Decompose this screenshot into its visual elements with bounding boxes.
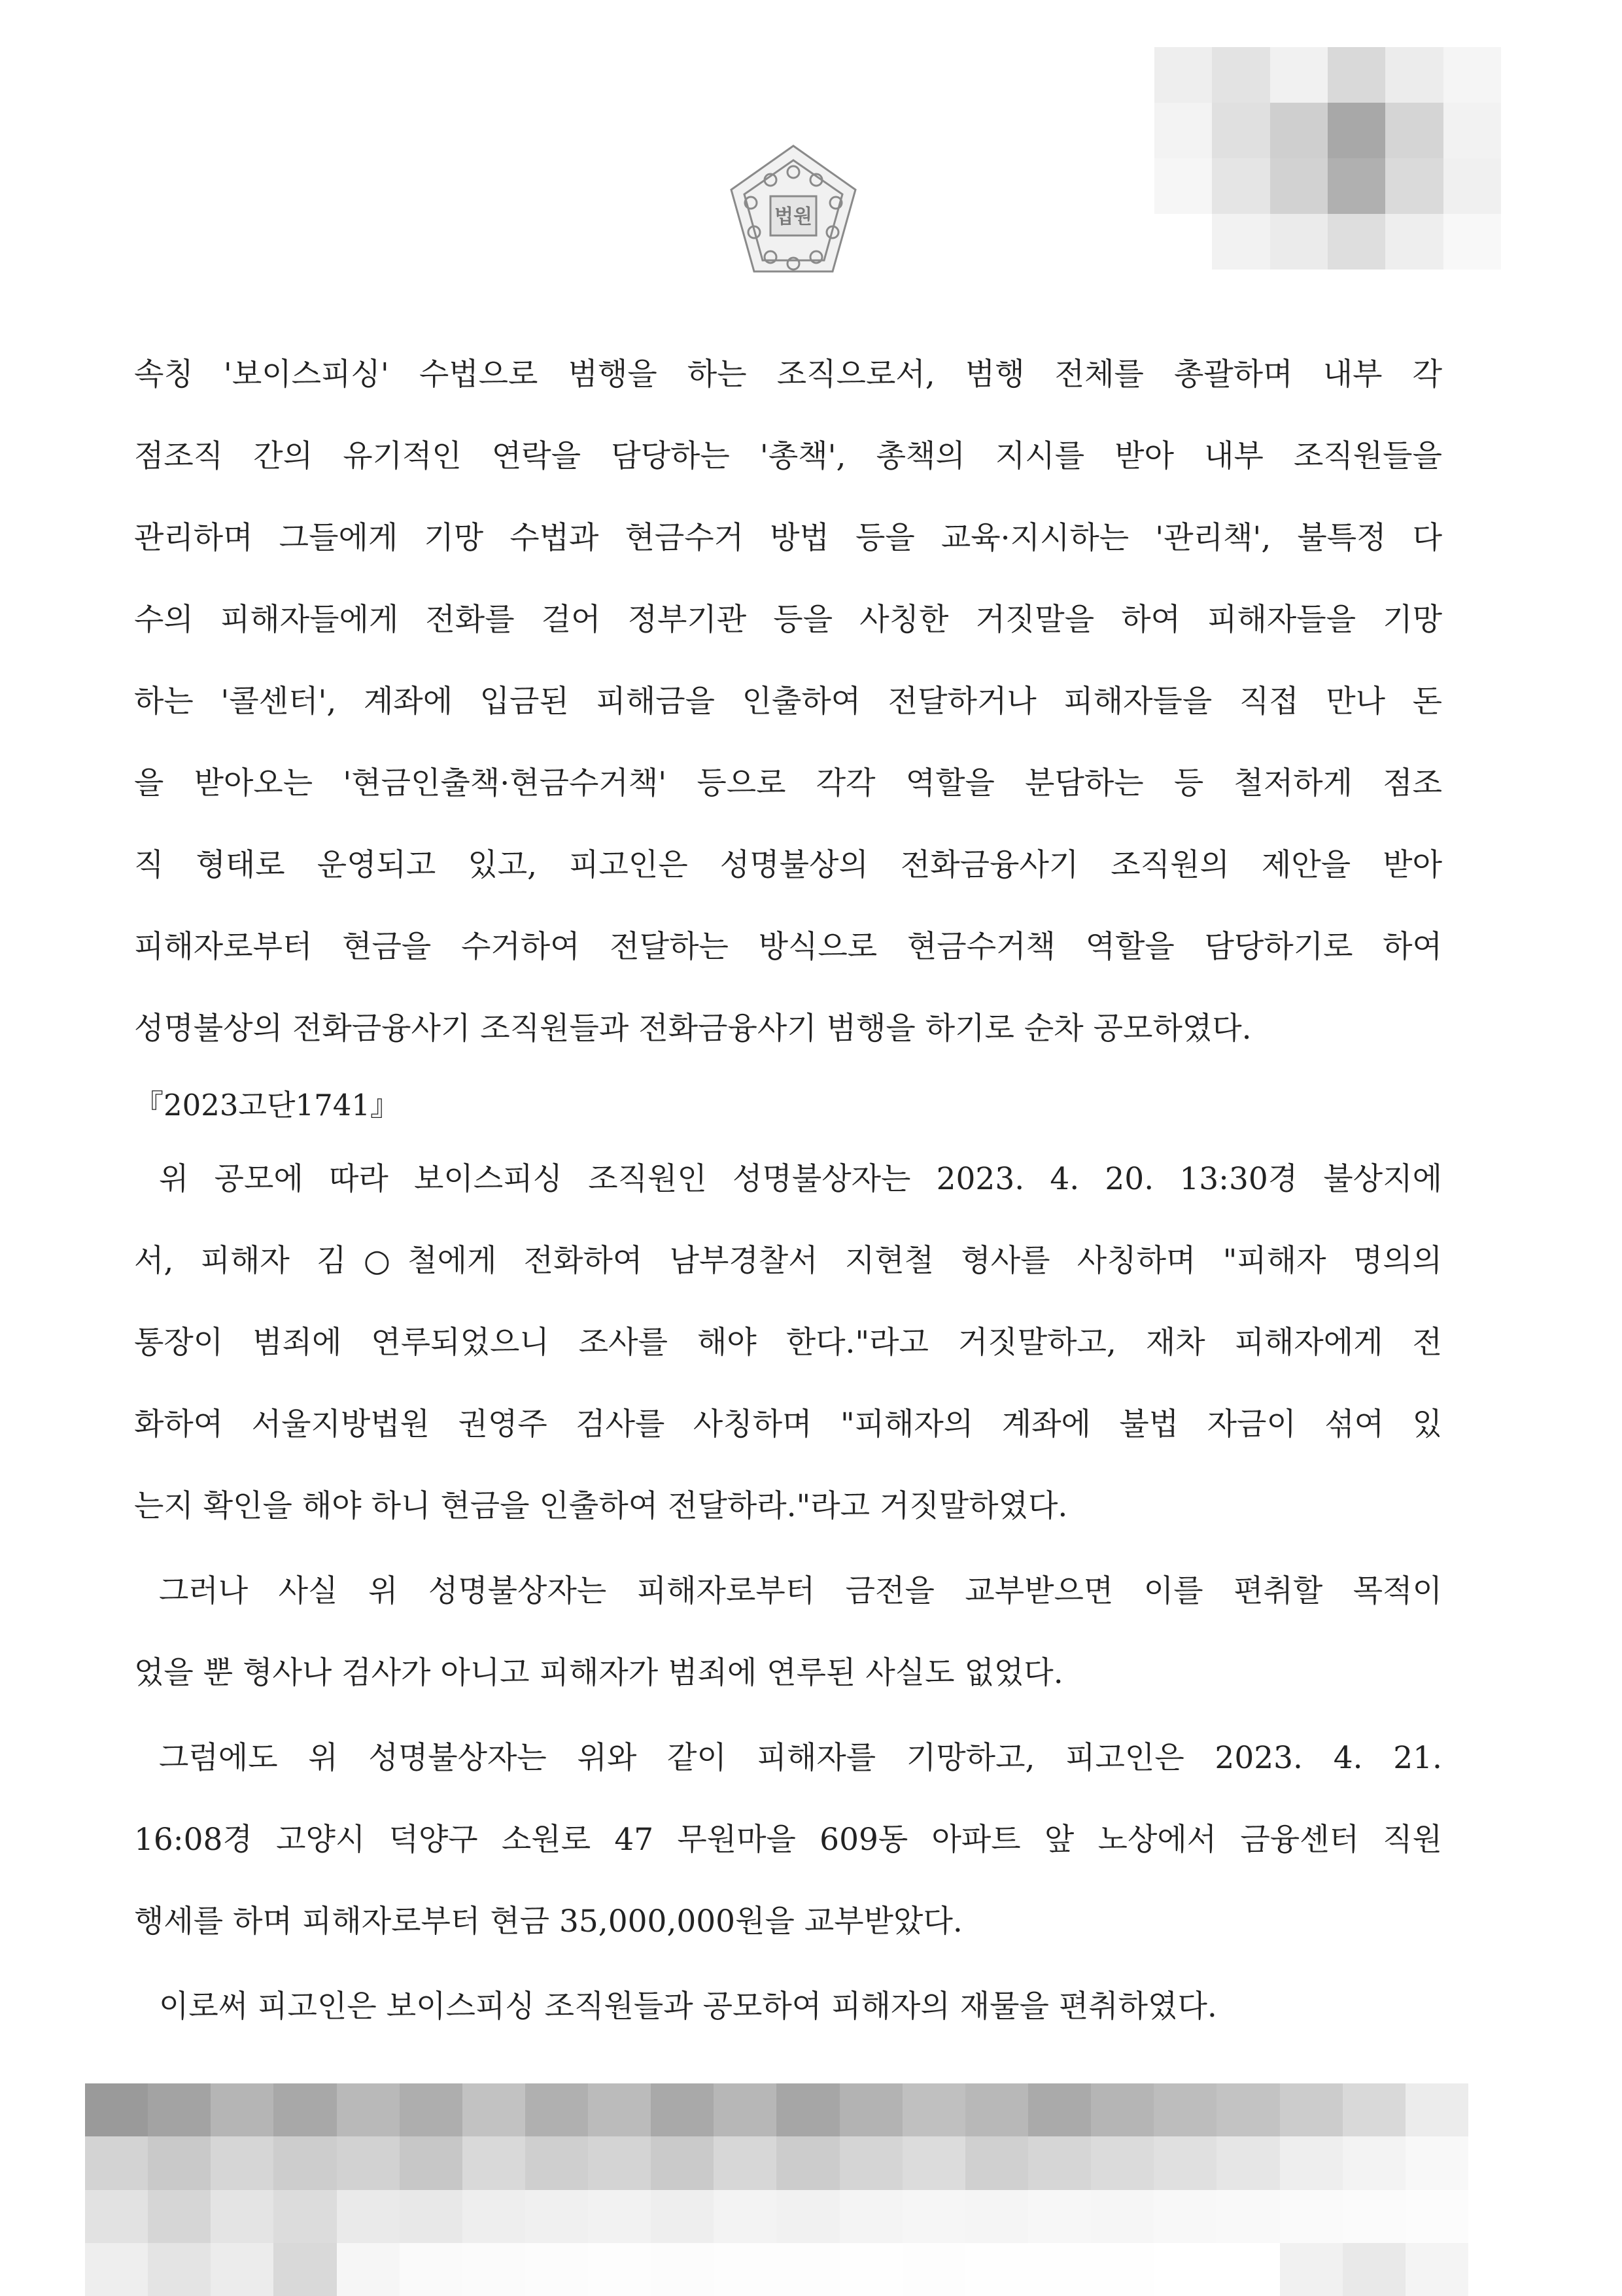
text-line: 통장이 범죄에 연루되었으니 조사를 해야 한다."라고 거짓말하고, 재차 피해자에게 전: [134, 1325, 1442, 1361]
redacted-header-block: [1154, 47, 1501, 270]
text-line: 그러나 사실 위 성명불상자는 피해자로부터 금전을 교부받으면 이를 편취할 목적이: [159, 1573, 1442, 1609]
text-line: 는지 확인을 해야 하니 현금을 인출하여 전달하라."라고 거짓말하였다.: [134, 1488, 1068, 1524]
fact-paragraph-2: [134, 1550, 1442, 1714]
fact-paragraph-1: [134, 1138, 1442, 1547]
text-line: 피해자로부터 현금을 수거하여 전달하는 방식으로 현금수거책 역할을 담당하기로 하여: [134, 929, 1442, 965]
text-line: 하는 '콜센터', 계좌에 입금된 피해금을 인출하여 전달하거나 피해자들을 직접 만나 돈: [134, 684, 1442, 720]
text-line: 그럼에도 위 성명불상자는 위와 같이 피해자를 기망하고, 피고인은 2023. 4. 21.: [159, 1740, 1442, 1776]
text-line: 을 받아오는 '현금인출책·현금수거책' 등으로 각각 역할을 분담하는 등 철저하게 점조: [134, 765, 1442, 801]
text-line: 화하여 서울지방법원 권영주 검사를 사칭하며 "피해자의 계좌에 불법 자금이 섞여 있: [134, 1406, 1442, 1442]
document-body: [134, 334, 1442, 2051]
conclusion-paragraph: [134, 1966, 1442, 2047]
text-line: 16:08경 고양시 덕양구 소원로 47 무원마을 609동 아파트 앞 노상에서 금융센터 직원: [134, 1822, 1442, 1858]
text-line: 성명불상의 전화금융사기 조직원들과 전화금융사기 범행을 하기로 순차 공모하였다.: [134, 1011, 1252, 1047]
text-line: 관리하며 그들에게 기망 수법과 현금수거 방법 등을 교육·지시하는 '관리책', 불특정 다: [134, 520, 1442, 556]
seal-text: 법원: [774, 205, 812, 228]
case-number-heading: 『2023고단1741』: [134, 1088, 400, 1122]
text-line: 행세를 하며 피해자로부터 현금 35,000,000원을 교부받았다.: [134, 1904, 963, 1939]
text-line: 점조직 간의 유기적인 연락을 담당하는 '총책', 총책의 지시를 받아 내부 조직원들을: [134, 438, 1442, 474]
fact-paragraph-3: [134, 1717, 1442, 1962]
text-line: 었을 뿐 형사나 검사가 아니고 피해자가 범죄에 연루된 사실도 없었다.: [134, 1655, 1063, 1691]
text-line: 속칭 '보이스피싱' 수법으로 범행을 하는 조직으로서, 범행 전체를 총괄하며 내부 각: [134, 357, 1442, 392]
court-seal-emblem: [721, 141, 865, 281]
text-line: 직 형태로 운영되고 있고, 피고인은 성명불상의 전화금융사기 조직원의 제안을 받아: [134, 847, 1442, 883]
text-line: 위 공모에 따라 보이스피싱 조직원인 성명불상자는 2023. 4. 20. 13:30경 불상지에: [159, 1161, 1442, 1197]
text-line: 수의 피해자들에게 전화를 걸어 정부기관 등을 사칭한 거짓말을 하여 피해자들을 기망: [134, 602, 1442, 638]
intro-paragraph: [134, 334, 1442, 1070]
text-line: 서, 피해자 김○철에게 전화하여 남부경찰서 지현철 형사를 사칭하며 "피해자 명의의: [134, 1243, 1442, 1279]
redacted-footer-block: [85, 2083, 1468, 2296]
text-line: 이로써 피고인은 보이스피싱 조직원들과 공모하여 피해자의 재물을 편취하였다.: [159, 1989, 1217, 2025]
